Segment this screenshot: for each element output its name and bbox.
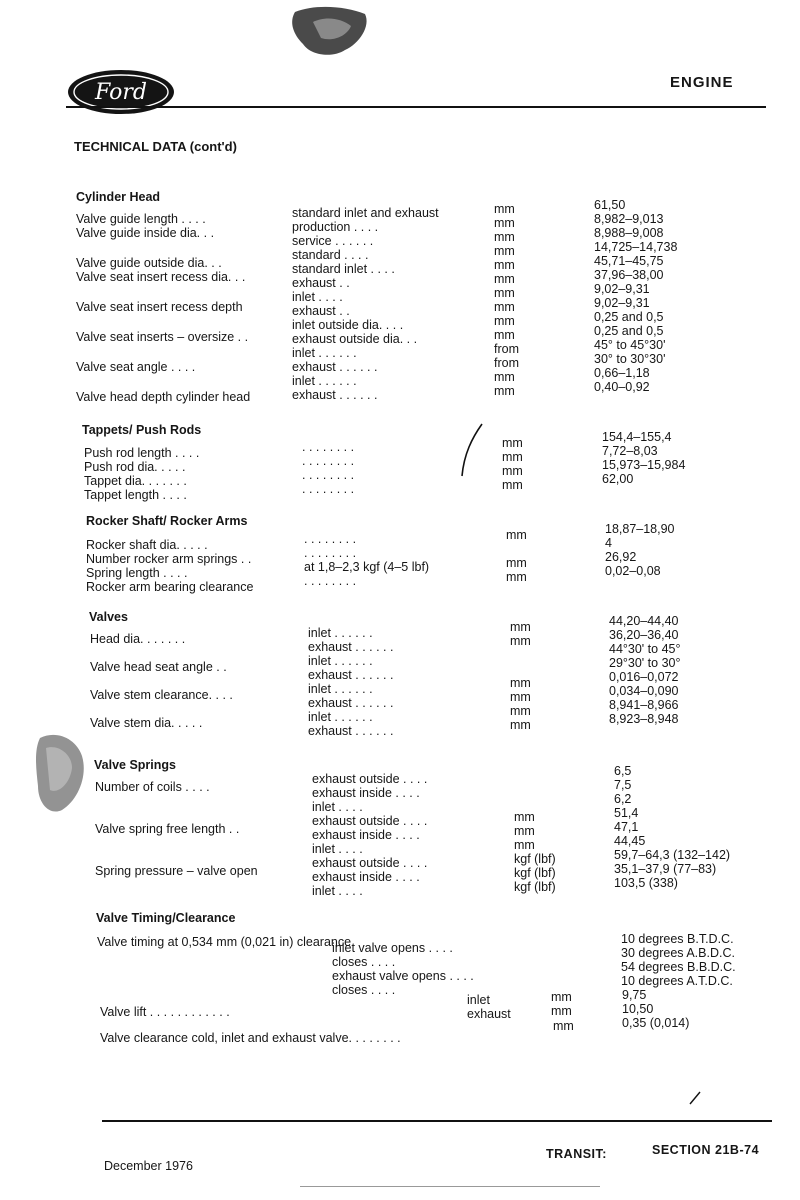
param-label: Head dia. . . . . . . — [90, 632, 186, 646]
param-label: Valve seat insert recess depth — [76, 300, 243, 314]
unit-label: mm — [514, 824, 535, 838]
spec-value: 62,00 — [602, 472, 634, 486]
unit-label: mm — [553, 1019, 574, 1033]
spec-value: 8,923–8,948 — [609, 712, 679, 726]
unit-label: mm — [551, 1004, 572, 1018]
unit-label: mm — [494, 258, 515, 272]
timing-condition: inlet valve opens . . . . — [332, 941, 453, 955]
condition-label: exhaust outside dia. . . — [292, 332, 418, 346]
spec-value: 45° to 45°30' — [594, 338, 666, 352]
spec-value: 8,941–8,966 — [609, 698, 679, 712]
param-label — [90, 674, 233, 688]
spec-value: 47,1 — [614, 820, 639, 834]
param-label: Tappet length . . . . — [84, 488, 187, 502]
param-label: Spring length . . . . — [86, 566, 188, 580]
unit-label — [514, 782, 556, 796]
pen-mark — [450, 420, 490, 480]
condition-label: . . . . . . . . — [302, 440, 355, 454]
unit-label: kgf (lbf) — [514, 880, 556, 894]
condition-label: inlet outside dia. . . . — [292, 318, 404, 332]
timing-condition: closes . . . . — [332, 983, 396, 997]
bottom-scan-line — [300, 1186, 600, 1187]
footer-model: TRANSIT: — [546, 1147, 607, 1161]
tappets-values — [602, 430, 685, 486]
spec-value: 6,2 — [614, 792, 632, 806]
condition-label: . . . . . . . . — [302, 482, 355, 496]
spec-value: 8,982–9,013 — [594, 212, 664, 226]
condition-label: exhaust . . . . . . — [292, 388, 378, 402]
valve-timing-label: Valve timing at 0,534 mm (0,021 in) clearance — [97, 935, 352, 949]
condition-label: exhaust inside . . . . — [312, 870, 420, 884]
tappets-units — [502, 436, 523, 492]
spec-value: 10 degrees B.T.D.C. — [621, 932, 734, 946]
param-label: Valve guide outside dia. . . — [76, 256, 222, 270]
unit-label: mm — [494, 202, 515, 216]
condition-label: . . . . . . . . — [302, 454, 355, 468]
spec-value: 10,50 — [622, 1002, 654, 1016]
param-label: Valve guide length . . . . — [76, 212, 206, 226]
spec-value: 0,25 and 0,5 — [594, 324, 664, 338]
spec-value: 6,5 — [614, 764, 632, 778]
valves-units — [510, 620, 531, 732]
condition-label: exhaust . . — [292, 276, 350, 290]
unit-label: mm — [506, 556, 527, 570]
svg-text:Ford: Ford — [95, 80, 147, 105]
springs-params — [95, 780, 258, 878]
valve-lift-values — [622, 988, 653, 1016]
unit-label — [506, 542, 527, 556]
unit-label: kgf (lbf) — [514, 852, 556, 866]
condition-label: inlet . . . . . . — [308, 654, 373, 668]
param-label: Rocker shaft dia. . . . . — [86, 538, 208, 552]
unit-label: mm — [494, 230, 515, 244]
unit-label: mm — [494, 300, 515, 314]
unit-label: mm — [502, 478, 523, 492]
cylinder-head-conditions — [292, 206, 439, 402]
section-heading-cylinder-head: Cylinder Head — [76, 190, 161, 204]
param-label — [76, 344, 250, 354]
condition-label: exhaust . . . . . . — [308, 696, 394, 710]
unit-label: mm — [510, 620, 531, 634]
timing-condition: exhaust valve opens . . . . — [332, 969, 474, 983]
unit-label — [510, 662, 531, 676]
rocker-conditions — [304, 532, 429, 588]
spec-value: 8,988–9,008 — [594, 226, 664, 240]
spec-value: 4 — [605, 536, 612, 550]
valve-lift-conditions — [467, 993, 511, 1021]
condition-label: . . . . . . . . — [304, 546, 357, 560]
unit-label: mm — [494, 384, 515, 398]
condition-label: standard inlet and exhaust — [292, 206, 439, 220]
timing-condition: closes . . . . — [332, 955, 396, 969]
rocker-params — [86, 538, 253, 594]
param-label: Valve stem dia. . . . . — [90, 716, 203, 730]
condition-label: standard inlet . . . . — [292, 262, 395, 276]
spec-value: 15,973–15,984 — [602, 458, 686, 472]
condition-label: exhaust inside . . . . — [312, 786, 420, 800]
condition-label: inlet . . . . . . — [292, 346, 357, 360]
condition-label: service . . . . . . — [292, 234, 374, 248]
ink-blot-top — [285, 4, 375, 64]
param-label: Valve seat insert recess dia. . . — [76, 270, 246, 284]
condition-label: inlet . . . . . . — [308, 626, 373, 640]
spec-value: 9,02–9,31 — [594, 282, 650, 296]
param-label — [76, 284, 250, 294]
spec-value: 45,71–45,75 — [594, 254, 664, 268]
valve-clearance-label: Valve clearance cold, inlet and exhaust valve. . . . . . . . — [100, 1031, 401, 1045]
tappets-params — [84, 446, 199, 502]
spec-value: 54 degrees B.B.D.C. — [621, 960, 736, 974]
param-label — [76, 374, 250, 384]
condition-label: inlet . . . . . . — [308, 710, 373, 724]
param-label: Number of coils . . . . — [95, 780, 210, 794]
condition-label: production . . . . — [292, 220, 379, 234]
param-label: Valve head seat angle . . — [90, 660, 227, 674]
unit-label: mm — [510, 634, 531, 648]
param-label: Valve spring free length . . — [95, 822, 240, 836]
condition-label: . . . . . . . . — [302, 468, 355, 482]
springs-values — [614, 764, 730, 890]
section-heading-valves: Valves — [89, 610, 128, 624]
footer-rule — [102, 1120, 772, 1122]
spec-value: 154,4–155,4 — [602, 430, 672, 444]
param-label: Valve head depth cylinder head — [76, 390, 251, 404]
unit-label: mm — [494, 328, 515, 342]
section-heading-valve-timing: Valve Timing/Clearance — [96, 911, 236, 925]
param-label — [90, 702, 233, 716]
spec-value: 18,87–18,90 — [605, 522, 675, 536]
spec-value: 7,5 — [614, 778, 632, 792]
condition-label: inlet . . . . — [312, 800, 363, 814]
param-label: Push rod dia. . . . . — [84, 460, 186, 474]
cylinder-head-values — [594, 198, 677, 394]
spec-value: 0,02–0,08 — [605, 564, 661, 578]
condition-label: . . . . . . . . — [304, 574, 357, 588]
header-rule — [66, 106, 766, 108]
param-label: Valve seat angle . . . . — [76, 360, 196, 374]
param-label — [76, 240, 250, 254]
unit-label: mm — [494, 286, 515, 300]
spec-value: 9,75 — [622, 988, 647, 1002]
condition-label: exhaust . . . . . . — [308, 640, 394, 654]
spec-value: 14,725–14,738 — [594, 240, 678, 254]
spec-value: 44°30' to 45° — [609, 642, 681, 656]
valves-values — [609, 614, 680, 726]
param-label — [95, 808, 258, 822]
valve-lift-label: Valve lift . . . . . . . . . . . . — [100, 1005, 230, 1019]
unit-label: mm — [502, 464, 523, 478]
springs-conditions — [312, 772, 427, 898]
condition-label: inlet . . . . . . — [308, 682, 373, 696]
spec-value: 0,40–0,92 — [594, 380, 650, 394]
spec-value: 26,92 — [605, 550, 637, 564]
param-label: Tappet dia. . . . . . . — [84, 474, 187, 488]
param-label — [76, 314, 250, 324]
page-title: ENGINE — [670, 74, 734, 91]
param-label: Spring pressure – valve open — [95, 864, 258, 878]
valves-params — [90, 632, 233, 730]
condition-label: exhaust — [467, 1007, 511, 1021]
condition-label: standard . . . . — [292, 248, 369, 262]
spec-value: 103,5 (338) — [614, 876, 678, 890]
param-label — [95, 850, 258, 864]
spec-value: 51,4 — [614, 806, 639, 820]
valves-conditions — [308, 626, 393, 738]
condition-label: exhaust . . . . . . — [292, 360, 378, 374]
condition-label: inlet — [467, 993, 490, 1007]
cylinder-head-units — [494, 202, 519, 398]
param-label — [95, 836, 258, 850]
spec-value: 30° to 30°30' — [594, 352, 666, 366]
unit-label: mm — [494, 272, 515, 286]
spec-value: 0,016–0,072 — [609, 670, 679, 684]
unit-label: mm — [494, 244, 515, 258]
spec-value: 0,35 (0,014) — [622, 1016, 690, 1030]
unit-label: mm — [506, 528, 527, 542]
spec-value: 30 degrees A.B.D.C. — [621, 946, 735, 960]
spec-value: 10 degrees A.T.D.C. — [621, 974, 733, 988]
unit-label: mm — [506, 570, 527, 584]
rocker-units — [506, 528, 527, 584]
spec-value: 7,72–8,03 — [602, 444, 658, 458]
condition-label: inlet . . . . — [312, 842, 363, 856]
spec-value: 0,034–0,090 — [609, 684, 679, 698]
condition-label: inlet . . . . — [292, 290, 343, 304]
section-heading-valve-springs: Valve Springs — [94, 758, 176, 772]
param-label — [90, 646, 233, 660]
spec-value: 36,20–36,40 — [609, 628, 679, 642]
rocker-values — [605, 522, 675, 578]
condition-label: exhaust outside . . . . — [312, 856, 428, 870]
param-label: Push rod length . . . . — [84, 446, 200, 460]
unit-label: mm — [494, 216, 515, 230]
unit-label: from — [494, 342, 519, 356]
footer-section: SECTION 21B-74 — [652, 1143, 760, 1157]
param-label: Valve seat inserts – oversize . . — [76, 330, 249, 344]
spec-value: 0,25 and 0,5 — [594, 310, 664, 324]
spec-value: 44,45 — [614, 834, 646, 848]
spec-value: 29°30' to 30° — [609, 656, 681, 670]
unit-label — [514, 768, 556, 782]
valve-timing-values — [621, 932, 736, 988]
condition-label: . . . . . . . . — [304, 532, 357, 546]
spec-value: 35,1–37,9 (77–83) — [614, 862, 717, 876]
unit-label: mm — [514, 838, 535, 852]
footer-date: December 1976 — [104, 1159, 193, 1173]
condition-label: inlet . . . . . . — [292, 374, 357, 388]
condition-label: exhaust inside . . . . — [312, 828, 420, 842]
condition-label: exhaust outside . . . . — [312, 772, 428, 786]
valve-timing-rows — [332, 941, 474, 997]
unit-label: mm — [510, 690, 531, 704]
springs-units — [514, 768, 556, 894]
param-label: Valve guide inside dia. . . — [76, 226, 215, 240]
section-heading-tappets: Tappets/ Push Rods — [82, 423, 202, 437]
param-label: Valve stem clearance. . . . — [90, 688, 233, 702]
valve-lift-units — [551, 990, 572, 1018]
unit-label — [514, 796, 556, 810]
cylinder-head-params — [76, 212, 250, 404]
unit-label: mm — [510, 704, 531, 718]
unit-label: from — [494, 356, 519, 370]
condition-label: at 1,8–2,3 kgf (4–5 lbf) — [304, 560, 430, 574]
condition-label: inlet . . . . — [312, 884, 363, 898]
param-label — [95, 794, 258, 808]
pen-tick — [686, 1088, 706, 1108]
spec-value: 59,7–64,3 (132–142) — [614, 848, 731, 862]
unit-label: kgf (lbf) — [514, 866, 556, 880]
ink-smudge-left — [32, 728, 92, 818]
section-heading-rocker: Rocker Shaft/ Rocker Arms — [86, 514, 248, 528]
spec-value: 37,96–38,00 — [594, 268, 664, 282]
page-subtitle: TECHNICAL DATA (cont'd) — [74, 139, 237, 154]
condition-label: exhaust outside . . . . — [312, 814, 428, 828]
spec-value: 61,50 — [594, 198, 626, 212]
unit-label: mm — [510, 676, 531, 690]
unit-label: mm — [502, 450, 523, 464]
unit-label: mm — [510, 718, 531, 732]
unit-label: mm — [551, 990, 572, 1004]
unit-label: mm — [502, 436, 523, 450]
condition-label: exhaust . . . . . . — [308, 724, 394, 738]
unit-label: mm — [514, 810, 535, 824]
unit-label — [510, 648, 531, 662]
tappets-conditions — [302, 440, 354, 496]
condition-label: exhaust . . — [292, 304, 350, 318]
spec-value: 44,20–44,40 — [609, 614, 679, 628]
ford-logo — [66, 68, 176, 118]
spec-value: 9,02–9,31 — [594, 296, 650, 310]
param-label: Number rocker arm springs . . — [86, 552, 252, 566]
unit-label: mm — [494, 314, 515, 328]
unit-label: mm — [494, 370, 515, 384]
condition-label: exhaust . . . . . . — [308, 668, 394, 682]
spec-value: 0,66–1,18 — [594, 366, 650, 380]
param-label: Rocker arm bearing clearance — [86, 580, 254, 594]
